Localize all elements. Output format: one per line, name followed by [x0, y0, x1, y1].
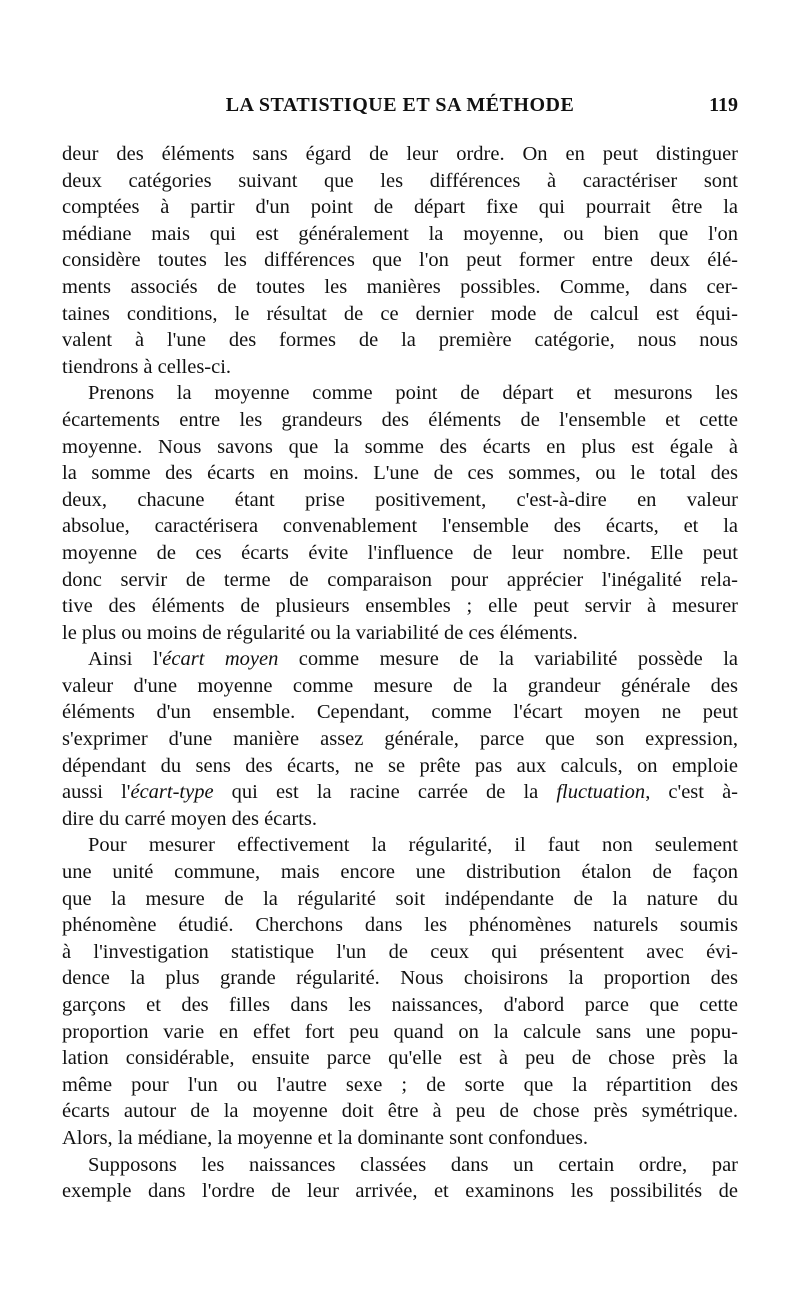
text-line: valent à l'une des formes de la première catégorie, nous nous: [62, 329, 738, 352]
text-line: lation considérable, ensuite parce qu'elle est à peu de chose près la: [62, 1047, 738, 1070]
running-title: LA STATISTIQUE ET SA MÉTHODE: [225, 94, 575, 116]
italic-term-ecart-type: écart-type: [130, 781, 214, 804]
italic-term-ecart-moyen: écart moyen: [162, 648, 279, 671]
text-line: éléments d'un ensemble. Cependant, comme l'écart moyen ne peut: [62, 701, 738, 724]
running-head: [62, 94, 738, 124]
text-run: aussi l': [62, 781, 131, 804]
text-line: moyenne. Nous savons que la somme des écarts en plus est égale à: [62, 435, 738, 458]
text-line: médiane mais qui est généralement la moyenne, ou bien que l'on: [62, 222, 738, 245]
text-line: tive des éléments de plusieurs ensembles ; elle peut servir à mesurer: [62, 595, 738, 618]
text-line: deur des éléments sans égard de leur ordre. On en peut distinguer: [62, 143, 738, 165]
text-run: qui est la racine carrée de la: [213, 781, 557, 804]
text-line: une unité commune, mais encore une distribution étalon de façon: [62, 861, 738, 884]
text-line: s'exprimer d'une manière assez générale, parce que son expression,: [62, 728, 738, 751]
text-line: deux, chacune étant prise positivement, c'est-à-dire en valeur: [62, 488, 738, 511]
text-line: considère toutes les différences que l'on peut former entre deux élé-: [62, 249, 738, 272]
text-line: proportion varie en effet fort peu quand on la calcule sans une popu-: [62, 1020, 738, 1043]
text-line: la somme des écarts en moins. L'une de ces sommes, ou le total des: [62, 462, 738, 485]
text-line: à l'investigation statistique l'un de ceux qui présentent avec évi-: [62, 940, 738, 963]
text-line: moyenne de ces écarts évite l'influence de leur nombre. Elle peut: [62, 541, 738, 564]
text-line: taines conditions, le résultat de ce dernier mode de calcul est équi-: [62, 302, 738, 325]
text-run: Ainsi l': [88, 648, 163, 671]
text-line: absolue, caractérisera convenablement l'ensemble des écarts, et la: [62, 515, 738, 538]
text-line: même pour l'un ou l'autre sexe ; de sorte que la répartition des: [62, 1073, 738, 1096]
text-line-mixed: [62, 779, 738, 806]
text-line: dire du carré moyen des écarts.: [62, 807, 317, 830]
text-line: Pour mesurer effectivement la régularité, il faut non seulement: [88, 834, 738, 857]
text-line: dence la plus grande régularité. Nous choisirons la proportion des: [62, 967, 738, 990]
text-run: , c'est à-: [645, 781, 738, 804]
text-line: que la mesure de la régularité soit indépendante de la nature du: [62, 887, 738, 910]
text-line-mixed: [62, 646, 738, 673]
body-text: [62, 141, 738, 1205]
text-line: donc servir de terme de comparaison pour apprécier l'inégalité rela-: [62, 568, 738, 591]
text-run: comme mesure de la variabilité possède la: [278, 648, 738, 671]
text-line: écartements entre les grandeurs des éléments de l'ensemble et cette: [62, 408, 738, 431]
text-line: Prenons la moyenne comme point de départ et mesurons les: [88, 382, 738, 405]
text-line: écarts autour de la moyenne doit être à peu de chose près symétrique.: [62, 1100, 738, 1123]
text-line: Supposons les naissances classées dans un certain ordre, par: [88, 1153, 738, 1176]
text-line: phénomène étudié. Cherchons dans les phénomènes naturels soumis: [62, 914, 738, 937]
text-line: tiendrons à celles-ci.: [62, 355, 232, 378]
text-line: dépendant du sens des écarts, ne se prête pas aux calculs, on emploie: [62, 754, 738, 777]
text-line: deux catégories suivant que les différences à caractériser sont: [62, 169, 738, 192]
text-line: exemple dans l'ordre de leur arrivée, et examinons les possibilités de: [62, 1180, 738, 1203]
italic-term-fluctuation: fluctuation: [556, 781, 646, 804]
text-line: Alors, la médiane, la moyenne et la dominante sont confondues.: [62, 1126, 589, 1149]
page-number: 119: [709, 94, 738, 116]
text-line: valeur d'une moyenne comme mesure de la grandeur générale des: [62, 674, 738, 697]
text-line: le plus ou moins de régularité ou la variabilité de ces éléments.: [62, 621, 578, 644]
text-line: ments associés de toutes les manières possibles. Comme, dans cer-: [62, 275, 738, 298]
text-line: garçons et des filles dans les naissances, d'abord parce que cette: [62, 994, 738, 1016]
text-line: comptées à partir d'un point de départ fixe qui pourrait être la: [62, 196, 738, 219]
